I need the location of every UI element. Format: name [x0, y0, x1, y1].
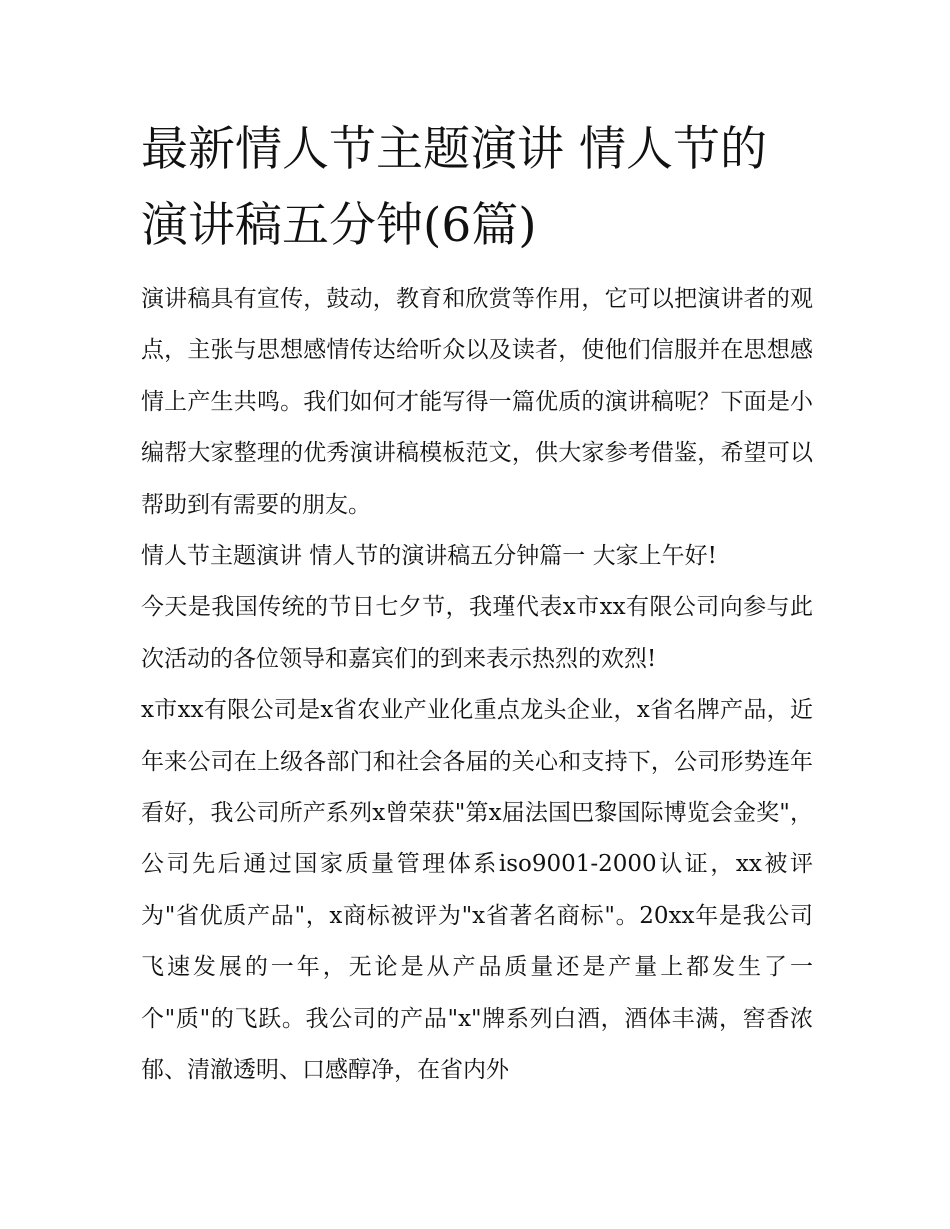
- paragraph-greeting: 情人节主题演讲 情人节的演讲稿五分钟篇一 大家上午好!: [141, 543, 717, 570]
- paragraph-company: x市xx有限公司是x省农业产业化重点龙头企业，x省名牌产品，近年来公司在上级各部门和社会各届的关心和支持下，公司形势连年看好，我公司所产系列x曾荣获"第x届法国巴黎国际博览会金奖"，公司先后通过国家质量管理体系iso9001-2000认证，xx被评为"省优质产品"，x商标被评为"x省著名商标"。20xx年是我公司飞速发展的一年，无论是从产品质量还是产量上都发生了一个"质"的飞跃。我公司的产品"x"牌系列白酒，酒体丰满，窖香浓郁、清澈透明、口感醇净，在省内外: [141, 697, 813, 1084]
- intro-paragraph: 演讲稿具有宣传，鼓动，教育和欣赏等作用，它可以把演讲者的观点，主张与思想感情传达给听众以及读者，使他们信服并在思想感情上产生共鸣。我们如何才能写得一篇优质的演讲稿呢？下面是小编帮大家整理的优秀演讲稿模板范文，供大家参考借鉴，希望可以帮助到有需要的朋友。: [141, 286, 813, 518]
- paragraph-welcome: 今天是我国传统的节日七夕节，我瑾代表x市xx有限公司向参与此次活动的各位领导和嘉宾们的到来表示热烈的欢烈!: [141, 594, 813, 672]
- document-page: [141, 112, 813, 1097]
- document-title: 最新情人节主题演讲 情人节的演讲稿五分钟(6篇): [141, 122, 767, 253]
